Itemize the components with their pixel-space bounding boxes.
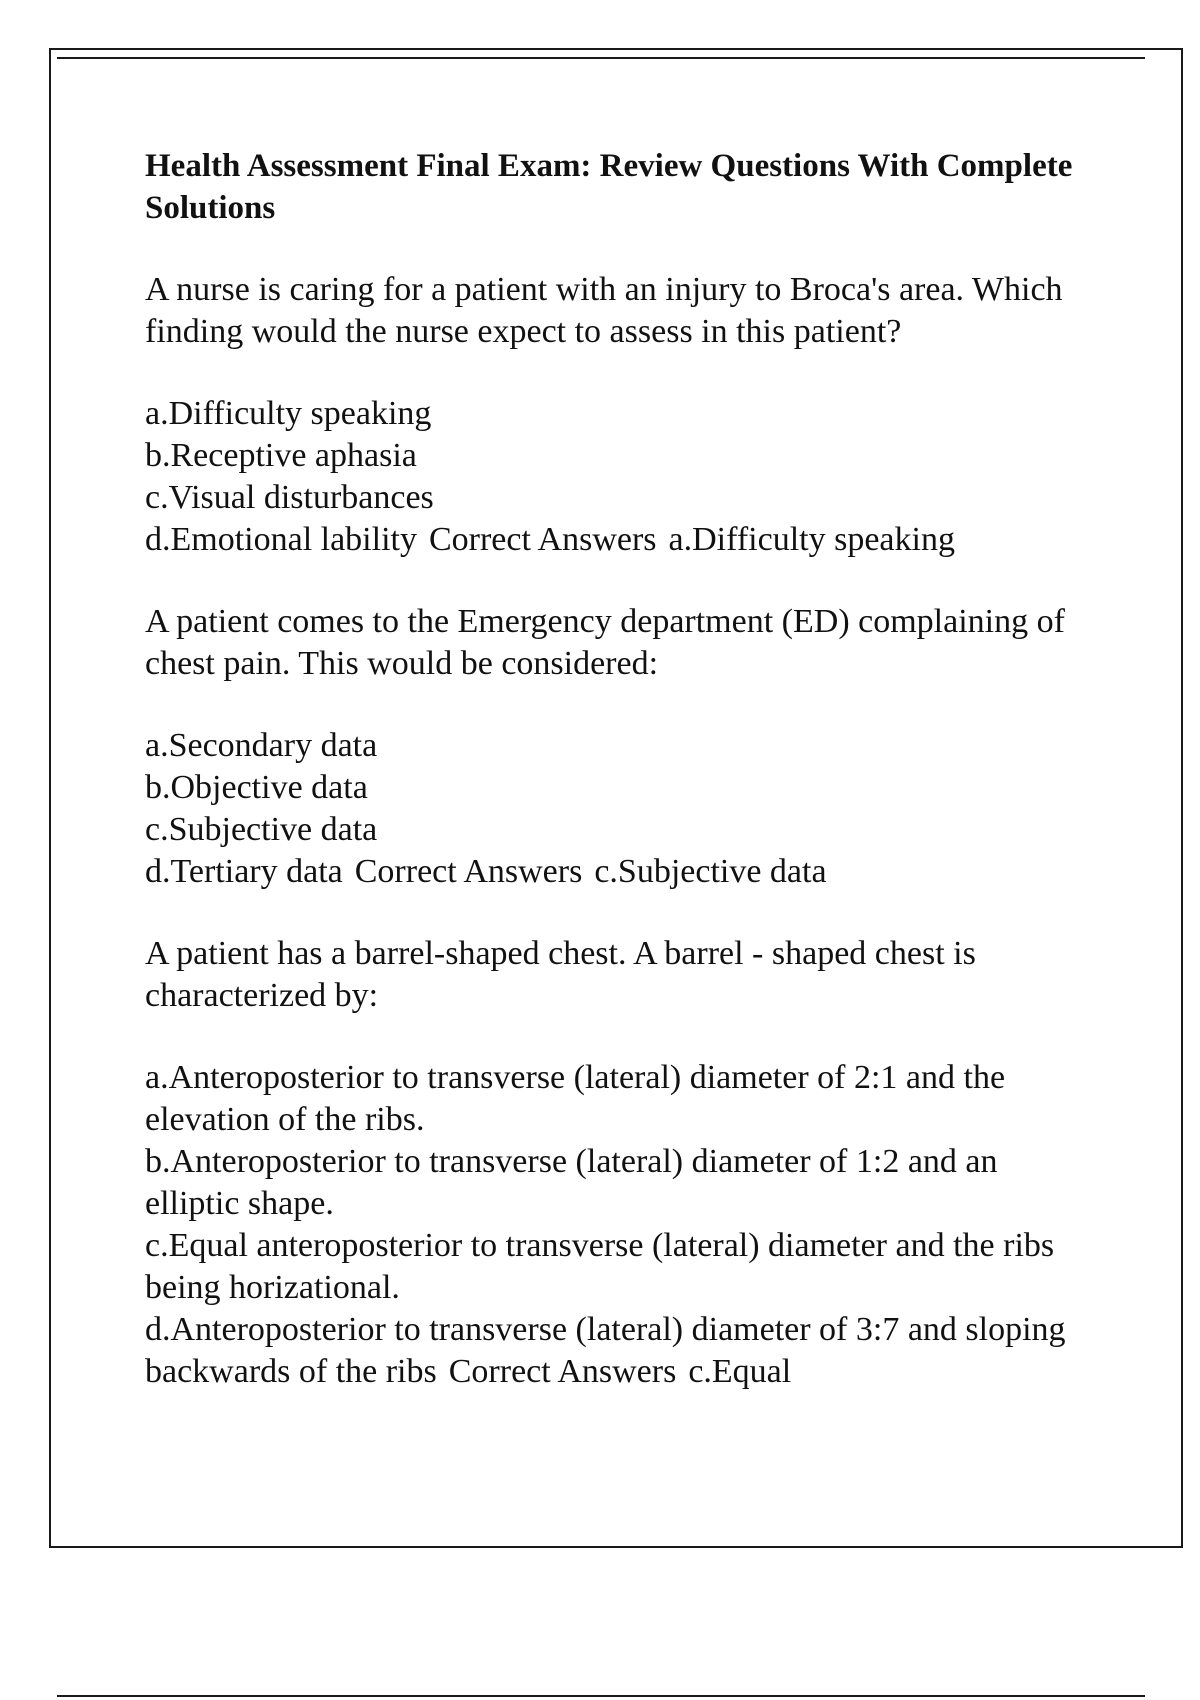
question-2-options bbox=[145, 725, 1085, 893]
question-3-option-d: d.Anteroposterior to transverse (lateral) diameter of 3:7 and sloping backwards of the ribs bbox=[145, 1311, 1066, 1390]
document-title: Health Assessment Final Exam: Review Questions With Complete Solutions bbox=[145, 148, 1073, 226]
question-1-answer-label: Correct Answers bbox=[428, 521, 657, 558]
question-2-option-a: a.Secondary data bbox=[145, 727, 378, 764]
question-1-options bbox=[145, 393, 1085, 561]
question-1-option-a: a.Difficulty speaking bbox=[145, 395, 432, 432]
question-2-option-d-line bbox=[145, 851, 1085, 893]
question-3-option-a: a.Anteroposterior to transverse (lateral) diameter of 2:1 and the elevation of the ribs. bbox=[145, 1059, 1006, 1138]
question-3-answer: c.Equal bbox=[688, 1353, 792, 1390]
question-2-option-c: c.Subjective data bbox=[145, 811, 378, 848]
question-2-option-b: b.Objective data bbox=[145, 769, 368, 806]
question-1-option-d: d.Emotional lability bbox=[145, 521, 417, 558]
question-3-option-c: c.Equal anteroposterior to transverse (lateral) diameter and the ribs being horizational. bbox=[145, 1227, 1055, 1306]
question-1-answer: a.Difficulty speaking bbox=[668, 521, 955, 558]
bottom-rule bbox=[57, 1695, 1145, 1697]
question-3-options bbox=[145, 1057, 1085, 1393]
question-2-option-d: d.Tertiary data bbox=[145, 853, 343, 890]
question-1-option-b: b.Receptive aphasia bbox=[145, 437, 417, 474]
question-2-answer-label: Correct Answers bbox=[354, 853, 583, 890]
question-1-option-c: c.Visual disturbances bbox=[145, 479, 434, 516]
question-2-answer: c.Subjective data bbox=[594, 853, 827, 890]
question-1-option-d-line bbox=[145, 519, 1085, 561]
question-3-answer-label: Correct Answers bbox=[448, 1353, 677, 1390]
question-1-stem: A nurse is caring for a patient with an injury to Broca's area. Which finding would the nurse expect to assess in this patient? bbox=[145, 271, 1063, 350]
question-3-option-d-line bbox=[145, 1309, 1085, 1393]
document-body bbox=[145, 145, 1085, 1433]
question-3-option-b: b.Anteroposterior to transverse (lateral) diameter of 1:2 and an elliptic shape. bbox=[145, 1143, 998, 1222]
question-3-stem: A patient has a barrel-shaped chest. A barrel - shaped chest is characterized by: bbox=[145, 935, 976, 1014]
question-2-stem: A patient comes to the Emergency department (ED) complaining of chest pain. This would be considered: bbox=[145, 603, 1065, 682]
